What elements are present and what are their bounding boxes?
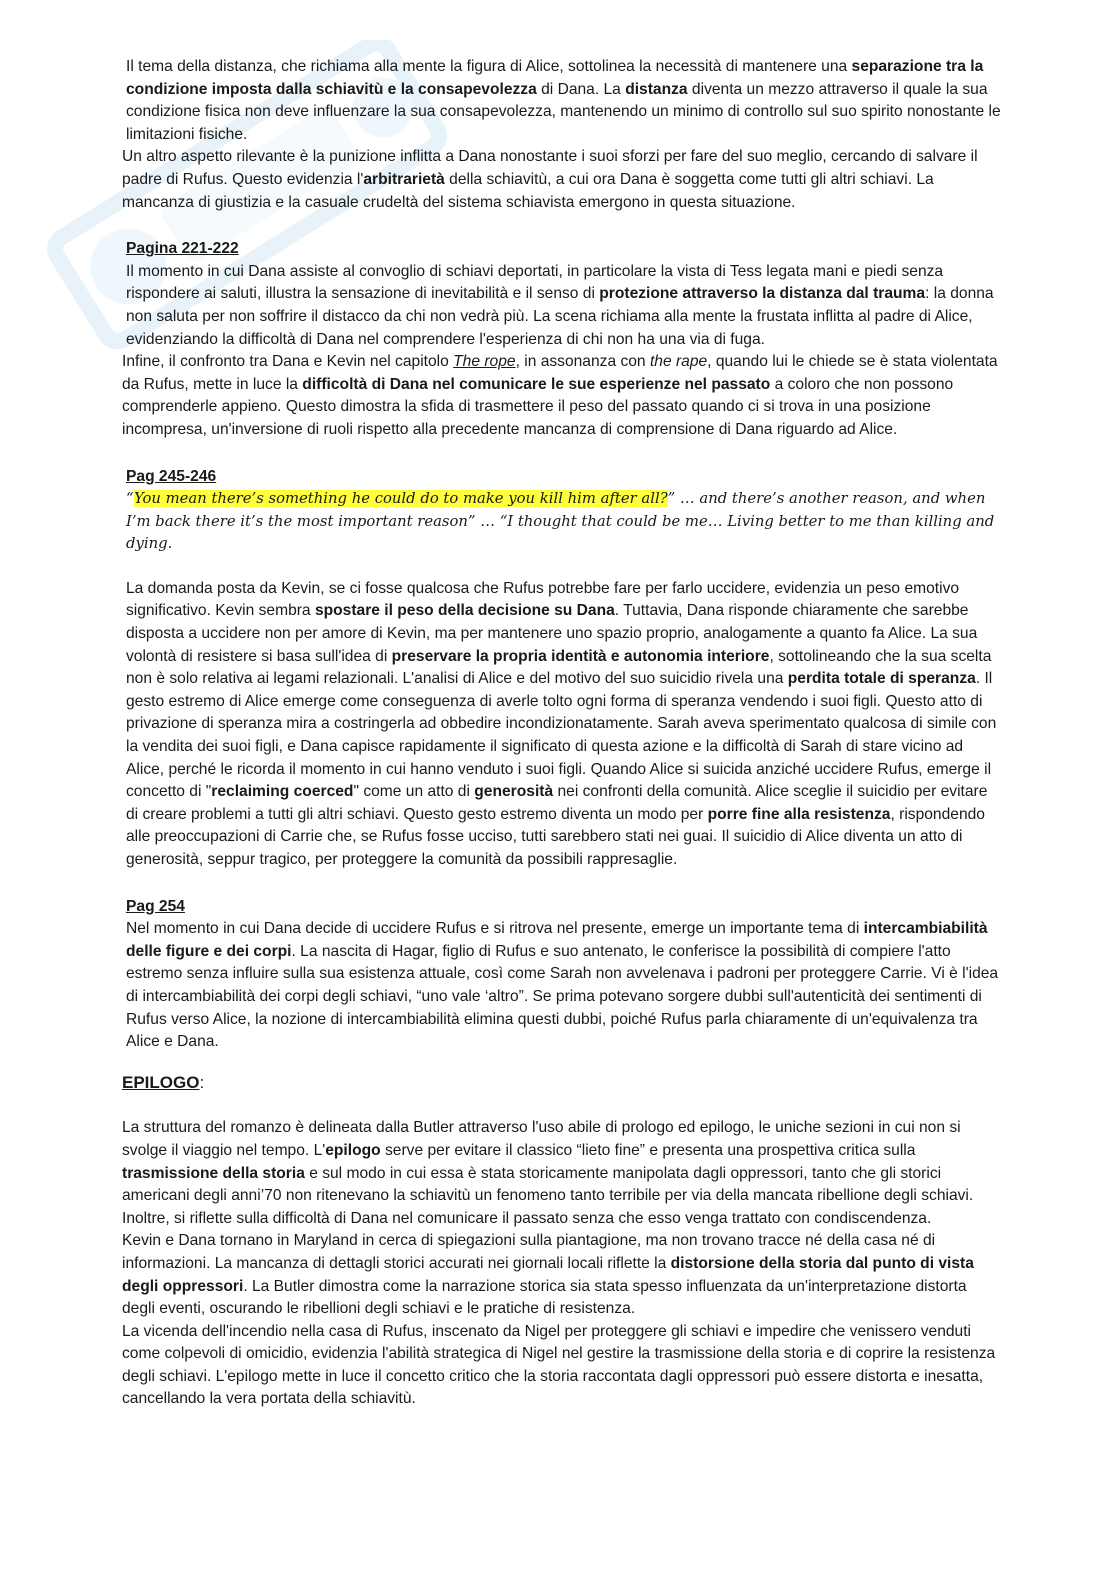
emphasis-text: arbitrarietà	[363, 170, 445, 188]
epilogo-heading	[122, 1072, 1002, 1096]
emphasis-text: perdita totale di speranza	[787, 670, 976, 688]
intro-paragraph-2: Un altro aspetto rilevante è la punizione inflitta a Dana nonostante i suoi sforzi per fare del suo meglio, cercando di salvare il padre di Rufus. Questo evidenzia l'arbitrarietà della schiavitù, a cui ora Dana è soggetta come tutti gli altri schiavi. La mancanza di giustizia e la casuale crudeltà del sistema schiavista emergono in questa situazione.	[122, 148, 978, 211]
emphasis-text: preservare la propria identità e autonomia interiore	[391, 647, 770, 665]
section-heading-pag-254: Pag 254	[126, 897, 185, 915]
section1-paragraph-1: Il momento in cui Dana assiste al convoglio di schiavi deportati, in particolare la vista di Tess legata mani e piedi senza rispondere ai saluti, illustra la sensazione di inevitabilità e il senso di protezione attraverso la distanza dal trauma: la donna non saluta per non soffrire il distacco da chi non vedrà più. La scena richiama alla mente la frustata inflitta al padre di Alice, evidenziando la difficoltà di Dana nel comprendere l'esperienza di chi non ha una via di fuga.	[126, 262, 994, 348]
epilogo-paragraph-3: La vicenda dell'incendio nella casa di Rufus, inscenato da Nigel per proteggere gli schiavi e impedire che venissero venduti come colpevoli di omicidio, evidenzia l'abilità strategica di Nigel nel gestire la trasmissione della storia e di coprire la resistenza degli schiavi. L'epilogo mette in luce il concetto critico che la storia raccontata dagli oppressori può essere distorta e inesatta, cancellando la vera portata della schiavitù.	[122, 1322, 996, 1408]
section3-paragraph-1: Nel momento in cui Dana decide di uccidere Rufus e si ritrova nel presente, emerge un importante tema di intercambiabilità delle figure e dei corpi. La nascita di Hagar, figlio di Rufus e suo antenato, le conferisce la possibilità di compiere l'atto estremo senza influire sulla sua esistenza attuale, così come Sarah non avvelenava i padroni per proteggere Carrie. Vi è l'idea di intercambiabilità dei corpi degli schiavi, “uno vale ‘altro”. Se prima potevano sorgere dubbi sull'autenticità dei sentimenti di Rufus verso Alice, la nozione di intercambiabilità elimina questi dubbi, poiché Rufus parla chiaramente di un'equivalenza tra Alice e Dana.	[126, 920, 999, 1051]
section-heading-pag-245-246: Pag 245-246	[126, 467, 217, 485]
intro-paragraph-1: Il tema della distanza, che richiama alla mente la figura di Alice, sottolinea la necessità di mantenere una separazione tra la condizione imposta dalla schiavitù e la consapevolezza di Dana. La distanza diventa un mezzo attraverso il quale la sua condizione fisica non deve influenzare la sua consapevolezza, mantenendo un minimo di controllo sul suo spirito nonostante le limitazioni fisiche.	[126, 58, 1001, 143]
emphasis-text: reclaiming coerced	[211, 783, 354, 801]
highlighted-quote: You mean there’s something he could do to make you kill him after all?	[133, 490, 668, 508]
section2-paragraph-1: La domanda posta da Kevin, se ci fosse qualcosa che Rufus potrebbe fare per farlo uccidere, evidenzia un peso emotivo significativo. Kevin sembra spostare il peso della decisione su Dana. Tuttavia, Dana risponde chiaramente che sarebbe disposta a uccidere non per amore di Kevin, ma per mantenere uno spazio proprio, analogamente a quanto fa Alice. La sua volontà di resistere si basa sull'idea di preservare la propria identità e autonomia interiore, sottolineando che la sua scelta non è solo relativa ai legami relazionali. L'analisi di Alice e del motivo del suo suicidio rivela una perdita totale di speranza. Il gesto estremo di Alice emerge come conseguenza di averle tolto ogni forma di speranza vendendo i suoi figli. Questo atto di privazione di speranza mira a costringerla ad obbedire incondizionatamente. Sarah aveva sperimentato qualcosa di simile con la vendita dei suoi figli, e Dana capisce rapidamente il significato di questa azione e la difficoltà di Sarah di stare vicino ad Alice, perché le ricorda il momento in cui hanno venduto i suoi figli. Quando Alice si suicida anziché uccidere Rufus, emerge il concetto di "reclaiming coerced" come un atto di generosità nei confronti della comunità. Alice sceglie il suicidio per evitare di creare problemi a tutti gli altri schiavi. Questo gesto estremo diventa un modo per porre fine alla resistenza, rispondendo alle preoccupazioni di Carrie che, se Rufus fosse ucciso, tutti sarebbero stati nei guai. Il suicidio di Alice diventa un atto di generosità, seppur tragico, per proteggere la comunità da possibili rappresaglie.	[126, 579, 997, 868]
epilogo-colon: :	[199, 1072, 205, 1092]
quote-open: “	[126, 490, 134, 508]
epilogo-title: EPILOGO	[122, 1072, 200, 1092]
emphasis-text: distorsione della storia dal punto di vista degli oppressori	[122, 1254, 974, 1295]
emphasis-text: spostare il peso della decisione su Dana	[314, 602, 615, 620]
epilogo-paragraph-2: Kevin e Dana tornano in Maryland in cerca di spiegazioni sulla piantagione, ma non trovano tracce né della casa né di informazioni. La mancanza di dettagli storici accurati nei giornali locali riflette la distorsione della storia dal punto di vista degli oppressori. La Butler dimostra come la narrazione storica sia stata spesso influenzata da un'interpretazione distorta degli eventi, oscurando le ribellioni degli schiavi e le pratiche di resistenza.	[122, 1232, 974, 1318]
emphasis-text: protezione attraverso la distanza dal trauma	[599, 285, 926, 303]
emphasis-text: epilogo	[325, 1141, 381, 1159]
quote-continuation: ” … and there’s another reason, and when I’m back there it’s the most important reason” … “I thought that could be me… Living better to me than killing and dying.	[126, 490, 995, 553]
emphasis-text: intercambiabilità delle figure e dei corpi	[126, 920, 988, 960]
epilogo-paragraph-1: La struttura del romanzo è delineata dalla Butler attraverso l'uso abile di prologo ed epilogo, le uniche sezioni in cui non si svolge il viaggio nel tempo. L'epilogo serve per evitare il classico “lieto fine” e presenta una prospettiva critica sulla trasmissione della storia e sul modo in cui essa è stata storicamente manipolata dagli oppressori, tanto che gli storici americani degli anni’70 non ritenevano la schiavitù un fenomeno tanto terribile per via della mancata ribellione degli schiavi. Inoltre, si riflette sulla difficoltà di Dana nel comunicare il passato senza che esso venga trattato con condiscendenza.	[122, 1119, 974, 1227]
section1-paragraph-2: Infine, il confronto tra Dana e Kevin nel capitolo The rope, in assonanza con the rape, quando lui le chiede se è stata violentata da Rufus, mette in luce la difficoltà di Dana nel comunicare le sue esperienze nel passato a coloro che non possono comprenderle appieno. Questo dimostra la sfida di trasmettere il peso del passato quando ci si trova in una posizione incompresa, un'inversione di ruoli rispetto alla precedente mancanza di comprensione di Dana riguardo ad Alice.	[122, 353, 998, 438]
emphasis-text: the rape	[649, 353, 708, 371]
emphasis-text: separazione tra la condizione imposta dalla schiavitù e la consapevolezza	[126, 58, 984, 98]
emphasis-text: trasmissione della storia	[122, 1164, 305, 1182]
emphasis-text: generosità	[474, 783, 554, 801]
section-heading-pagina-221-222: Pagina 221-222	[126, 240, 239, 258]
document-page	[122, 56, 1002, 1411]
emphasis-text: distanza	[625, 80, 688, 98]
emphasis-text: The rope	[453, 353, 516, 371]
quote-block	[122, 488, 1002, 556]
emphasis-text: difficoltà di Dana nel comunicare le sue esperienze nel passato	[302, 375, 771, 393]
emphasis-text: porre fine alla resistenza	[707, 805, 891, 823]
